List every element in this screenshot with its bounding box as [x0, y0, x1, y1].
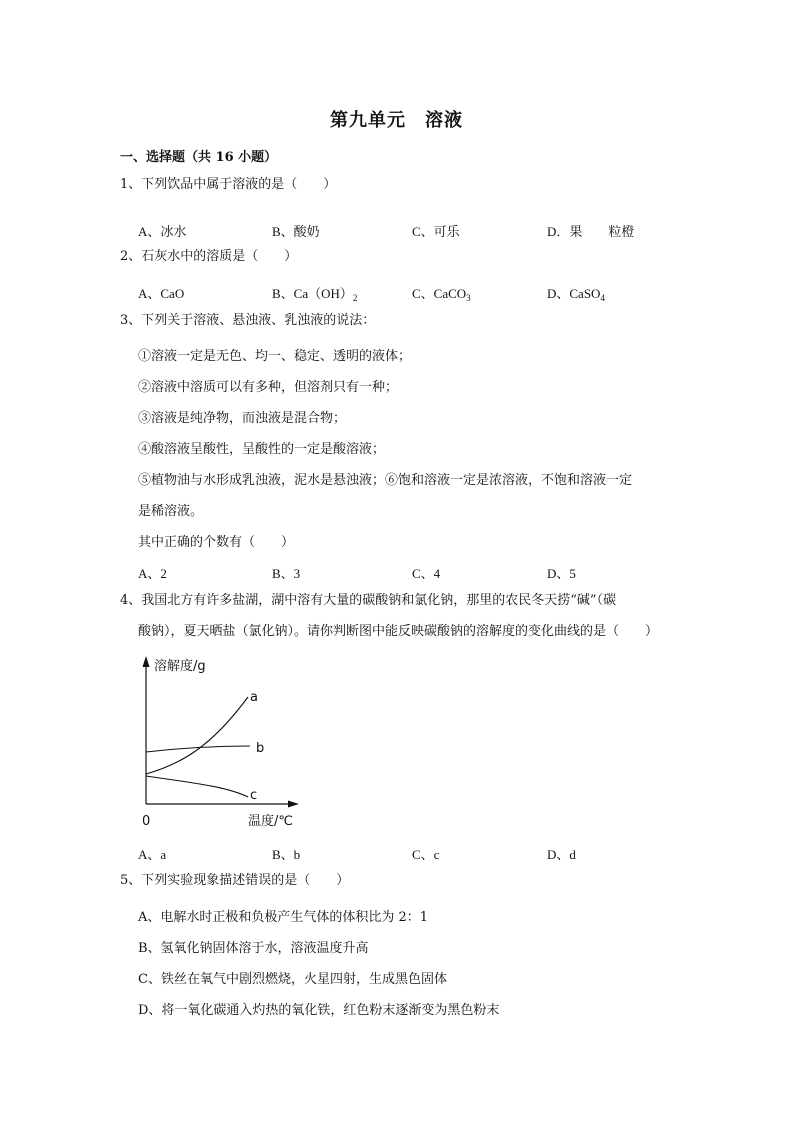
q2-option-d: [547, 283, 605, 303]
q4-option-b: B、b: [272, 847, 301, 862]
q3-option-c: C、4: [412, 566, 441, 581]
q2-option-b-subscript: 2: [352, 293, 358, 303]
q5-option-d: D、将一氧化碳通入灼热的氧化铁，红色粉末逐渐变为黑色粉末: [138, 1003, 500, 1018]
q3-option-d: D、5: [547, 566, 576, 581]
q2-option-d-formula: D、CaSO: [547, 286, 601, 301]
q5-option-a: A、电解水时正极和负极产生气体的体积比为 2：1: [138, 910, 429, 925]
solubility-graph: [136, 652, 326, 832]
q1-option-b: B、酸奶: [272, 224, 320, 239]
question-4-stem-line-2: 酸钠），夏天晒盐（氯化钠）。请你判断图中能反映碳酸钠的溶解度的变化曲线的是（ ）: [138, 624, 659, 639]
q1-option-a: A、冰水: [138, 224, 187, 239]
curve-label-b: b: [256, 741, 265, 756]
q3-statement-5-6: ⑤植物油与水形成乳浊液，泥水是悬浊液；⑥饱和溶液一定是浓溶液，不饱和溶液一定: [138, 473, 633, 488]
q2-option-c: [412, 283, 471, 303]
q3-statement-3: ③溶液是纯净物，而浊液是混合物；: [138, 411, 347, 426]
question-4-stem-line-1: 4、我国北方有许多盐湖，湖中溶有大量的碳酸钠和氯化钠，那里的农民冬天捞“碱”（碳: [120, 593, 617, 608]
graph-y-arrow: [143, 656, 150, 667]
q3-statement-2: ②溶液中溶质可以有多种，但溶剂只有一种；: [138, 380, 399, 395]
q3-option-a: A、2: [138, 566, 167, 581]
page-title: 第九单元 溶液: [330, 110, 463, 131]
q3-statement-1: ①溶液一定是无色、均一、稳定、透明的液体；: [138, 349, 412, 364]
q3-statement-6-cont: 是稀溶液。: [138, 504, 204, 519]
curve-a: [146, 697, 248, 774]
curve-label-a: a: [250, 690, 258, 705]
q3-ask: 其中正确的个数有（ ）: [138, 535, 295, 550]
q5-option-b: B、氢氧化钠固体溶于水，溶液温度升高: [138, 941, 369, 956]
graph-x-arrow: [288, 801, 299, 808]
question-3-stem: 3、下列关于溶液、悬浊液、乳浊液的说法：: [120, 313, 376, 328]
graph-x-label: 温度/℃: [248, 814, 293, 829]
q2-option-b-formula: B、Ca（OH）: [272, 286, 353, 301]
q3-statement-4: ④酸溶液呈酸性，呈酸性的一定是酸溶液；: [138, 442, 386, 457]
q4-option-c: C、c: [412, 847, 440, 862]
q1-option-d: D．果 粒橙: [547, 224, 635, 239]
curve-label-c: c: [250, 788, 258, 803]
question-1-stem: 1、下列饮品中属于溶液的是（ ）: [120, 177, 337, 192]
q2-option-a: A、CaO: [138, 286, 185, 301]
q2-option-c-subscript: 3: [466, 293, 471, 303]
question-5-stem: 5、下列实验现象描述错误的是（ ）: [120, 873, 350, 888]
q2-option-d-subscript: 4: [600, 293, 605, 303]
q5-option-c: C、铁丝在氧气中剧烈燃烧，火星四射，生成黑色固体: [138, 972, 447, 987]
q1-option-c: C、可乐: [412, 224, 460, 239]
curve-c: [146, 776, 248, 797]
section-heading: 一、选择题（共 16 小题）: [120, 150, 278, 165]
q4-option-d: D、d: [547, 847, 576, 862]
q4-option-a: A、a: [138, 847, 167, 862]
graph-origin-label: 0: [142, 814, 151, 829]
q2-option-b: [272, 283, 357, 303]
question-2-stem: 2、石灰水中的溶质是（ ）: [120, 249, 298, 264]
q2-option-c-formula: C、CaCO: [412, 286, 467, 301]
q3-option-b: B、3: [272, 566, 301, 581]
graph-y-label: 溶解度/g: [154, 659, 206, 674]
